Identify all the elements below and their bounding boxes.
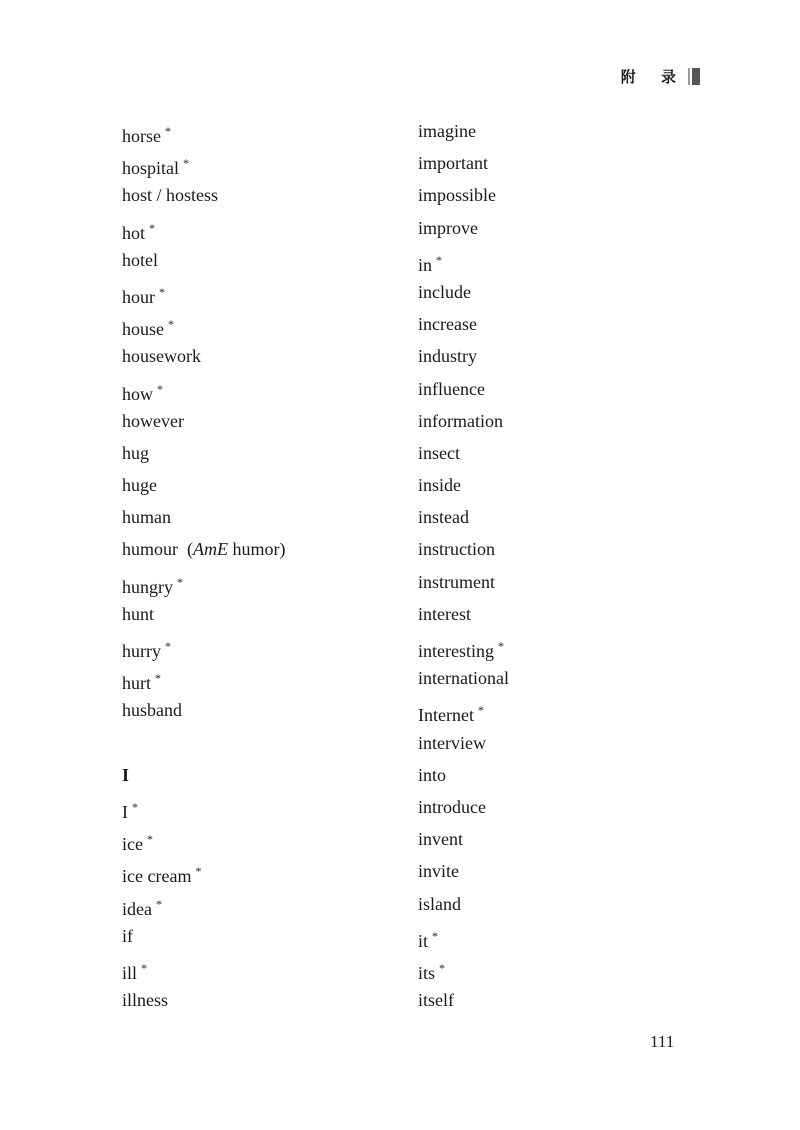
core-word-star-marker: * — [436, 252, 443, 267]
word-text: insect — [418, 442, 460, 463]
core-word-star-marker: * — [165, 639, 171, 653]
word-list-right-column — [418, 115, 509, 1016]
word-text: ill — [122, 962, 138, 983]
page-number: 111 — [650, 1032, 675, 1051]
word-text: I — [122, 801, 128, 822]
word-entry — [122, 373, 286, 405]
word-entry — [418, 662, 509, 694]
header-bar-thick — [692, 68, 700, 85]
word-entry — [418, 727, 509, 759]
word-entry — [122, 308, 286, 340]
variant-label: AmE — [193, 539, 228, 560]
blank-line — [122, 727, 286, 759]
word-entry — [122, 212, 286, 244]
word-entry — [122, 791, 286, 823]
word-entry — [418, 308, 509, 340]
word-text: if — [122, 925, 133, 946]
word-text: hospital — [122, 158, 179, 179]
word-entry — [122, 984, 286, 1016]
word-entry — [122, 855, 286, 887]
word-entry — [418, 920, 509, 952]
word-entry — [418, 340, 509, 372]
word-text: hungry — [122, 576, 173, 597]
word-entry — [122, 179, 286, 211]
word-entry — [122, 823, 286, 855]
word-text: house — [122, 319, 164, 340]
word-text: hunt — [122, 603, 155, 624]
word-text: however — [122, 410, 184, 431]
word-text: husband — [122, 700, 182, 721]
core-word-star-marker: * — [439, 960, 446, 975]
word-entry — [418, 115, 509, 147]
core-word-star-marker: * — [141, 960, 148, 975]
word-text: industry — [418, 346, 478, 367]
word-entry — [122, 694, 286, 726]
core-word-star-marker: * — [146, 832, 153, 847]
word-entry — [122, 566, 286, 598]
word-entry — [418, 566, 509, 598]
word-text: information — [418, 410, 503, 431]
header-bar-thin — [688, 68, 690, 85]
word-entry — [418, 791, 509, 823]
word-entry — [418, 855, 509, 887]
word-entry — [122, 598, 286, 630]
word-entry — [418, 244, 509, 276]
word-text: invent — [418, 829, 463, 850]
page-header — [621, 66, 700, 87]
core-word-star-marker: * — [195, 864, 202, 879]
word-text: invite — [418, 861, 459, 882]
word-text: humour — [122, 539, 178, 560]
core-word-star-marker: * — [168, 317, 174, 332]
core-word-star-marker: * — [497, 639, 504, 653]
word-entry — [122, 662, 286, 694]
word-entry — [122, 244, 286, 276]
word-text: increase — [418, 314, 477, 335]
word-text: hurry — [122, 641, 161, 661]
word-text: in — [418, 254, 433, 275]
core-word-star-marker: * — [155, 671, 161, 686]
word-entry — [418, 598, 509, 630]
word-entry — [122, 276, 286, 308]
word-entry — [122, 147, 286, 179]
word-text: ice cream — [122, 866, 192, 887]
word-text: ice — [122, 834, 143, 855]
word-entry — [418, 437, 509, 469]
word-text: imagine — [418, 121, 476, 141]
variant-word: humor) — [232, 539, 286, 560]
word-text: hurt — [122, 673, 151, 694]
word-text: hotel — [122, 249, 158, 270]
word-text: its — [418, 962, 436, 983]
core-word-star-marker: * — [177, 574, 183, 589]
word-entry — [418, 276, 509, 308]
word-text: instead — [418, 507, 469, 528]
word-text: into — [418, 764, 447, 785]
word-entry — [418, 147, 509, 179]
word-entry — [418, 759, 509, 791]
word-text: human — [122, 507, 171, 528]
word-text: interview — [418, 732, 486, 753]
word-text: I — [122, 764, 130, 785]
word-entry — [122, 920, 286, 952]
word-text: important — [418, 153, 488, 174]
core-word-star-marker: * — [155, 896, 162, 911]
word-text: inside — [418, 475, 461, 496]
word-list-left-column — [122, 115, 286, 1016]
word-text: huge — [122, 475, 157, 496]
word-text: hour — [122, 286, 155, 307]
word-text: include — [418, 281, 471, 302]
word-text: Internet — [418, 705, 474, 726]
word-text: hug — [122, 442, 149, 463]
word-entry — [418, 533, 509, 565]
word-entry — [418, 984, 509, 1016]
word-text: how — [122, 383, 153, 404]
word-entry — [122, 469, 286, 501]
header-title: 附 录 — [620, 68, 686, 86]
word-text: interest — [418, 603, 471, 624]
word-entry — [418, 694, 509, 726]
word-text: idea — [122, 898, 152, 919]
word-entry — [122, 952, 286, 984]
word-text: illness — [122, 990, 169, 1011]
word-entry — [418, 823, 509, 855]
word-entry — [418, 501, 509, 533]
word-text: instruction — [418, 539, 495, 560]
word-text: it — [418, 930, 429, 951]
word-entry — [122, 115, 286, 147]
word-entry — [122, 888, 286, 920]
word-entry — [418, 630, 509, 662]
word-entry — [418, 405, 509, 437]
word-entry — [418, 888, 509, 920]
word-text: itself — [418, 990, 454, 1011]
core-word-star-marker: * — [149, 220, 156, 235]
word-text: international — [418, 668, 509, 689]
core-word-star-marker: * — [159, 284, 165, 299]
word-entry — [418, 212, 509, 244]
core-word-star-marker: * — [165, 124, 171, 138]
word-text: island — [418, 893, 461, 914]
word-entry — [418, 952, 509, 984]
word-text: housework — [122, 346, 201, 367]
word-text: host / hostess — [122, 185, 219, 206]
core-word-star-marker: * — [432, 928, 439, 943]
word-entry — [122, 533, 286, 565]
section-letter-heading — [122, 759, 286, 791]
word-text: horse — [122, 126, 161, 146]
word-entry — [418, 469, 509, 501]
word-text: introduce — [418, 796, 486, 817]
variant-open: ( — [187, 539, 193, 560]
word-text: interesting — [418, 641, 494, 661]
core-word-star-marker: * — [132, 799, 138, 814]
word-entry — [418, 373, 509, 405]
word-text: impossible — [418, 185, 497, 206]
core-word-star-marker: * — [157, 381, 163, 396]
word-text: improve — [418, 217, 478, 238]
word-text: instrument — [418, 571, 495, 592]
word-text: influence — [418, 378, 485, 399]
word-entry — [122, 630, 286, 662]
word-entry — [418, 179, 509, 211]
header-bar-ornament — [688, 68, 700, 85]
word-text: hot — [122, 222, 146, 243]
word-entry — [122, 405, 286, 437]
core-word-star-marker: * — [477, 703, 484, 718]
word-entry — [122, 501, 286, 533]
word-entry — [122, 340, 286, 372]
word-entry — [122, 437, 286, 469]
core-word-star-marker: * — [183, 156, 189, 171]
